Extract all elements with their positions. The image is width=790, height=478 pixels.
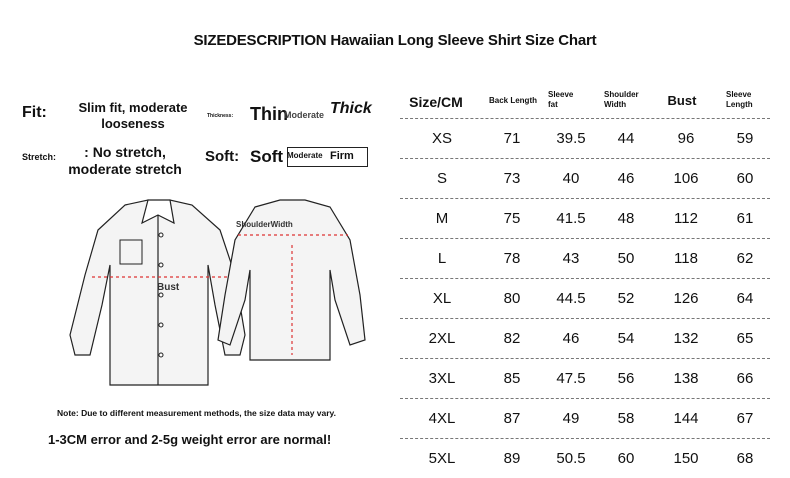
table-cell: 46 (617, 170, 635, 187)
softness-label: Soft: (205, 148, 240, 165)
stretch-label: Stretch: (22, 152, 57, 162)
table-cell: 49 (562, 410, 580, 427)
table-row (400, 438, 770, 478)
table-cell: 126 (673, 290, 699, 307)
shoulder-width-label: ShoulderWidth (236, 220, 293, 229)
header-bust: Bust (667, 93, 697, 108)
table-cell: 65 (736, 330, 754, 347)
table-cell: 106 (673, 170, 699, 187)
table-cell: 40 (562, 170, 580, 187)
header-back-length: Back Length (488, 96, 537, 105)
thickness-thick: Thick (330, 100, 372, 117)
table-row (400, 238, 770, 278)
bust-label: Bust (157, 282, 180, 293)
table-cell: 52 (617, 290, 635, 307)
table-row (400, 318, 770, 358)
table-cell: 78 (503, 250, 521, 267)
table-cell: 46 (562, 330, 580, 347)
shirt-diagram (30, 195, 370, 395)
table-cell: 73 (503, 170, 521, 187)
table-cell: 68 (736, 450, 754, 467)
table-cell: 50.5 (556, 450, 586, 467)
table-row (400, 198, 770, 238)
table-cell: 41.5 (556, 210, 586, 227)
table-cell: 54 (617, 330, 635, 347)
table-header (400, 86, 770, 118)
table-cell: 2XL (428, 330, 456, 347)
table-cell: 112 (674, 210, 698, 227)
thickness-thin: Thin (250, 104, 288, 124)
table-cell: 62 (736, 250, 754, 267)
table-row (400, 158, 770, 198)
table-cell: 87 (503, 410, 521, 427)
table-cell: 82 (503, 330, 521, 347)
table-cell: 80 (503, 290, 521, 307)
table-cell: 48 (617, 210, 635, 227)
table-cell: 85 (503, 370, 521, 387)
table-cell: S (436, 170, 447, 187)
error-note: 1-3CM error and 2-5g weight error are normal! (48, 432, 332, 447)
table-cell: 138 (673, 370, 699, 387)
table-cell: 61 (736, 210, 754, 227)
table-cell: 60 (617, 450, 635, 467)
table-cell: 47.5 (556, 370, 586, 387)
table-cell: 44 (617, 130, 635, 147)
table-cell: 58 (617, 410, 635, 427)
table-cell: XL (432, 290, 452, 307)
fit-value: Slim fit, moderate looseness (78, 100, 188, 131)
table-cell: 96 (677, 130, 695, 147)
header-sleeve-length: Sleeve Length (726, 90, 753, 109)
table-cell: 3XL (428, 370, 456, 387)
table-cell: 4XL (428, 410, 456, 427)
table-cell: 66 (736, 370, 754, 387)
table-cell: 5XL (428, 450, 456, 467)
table-row (400, 118, 770, 158)
table-cell: 44.5 (556, 290, 586, 307)
table-cell: L (437, 250, 447, 267)
header-shoulder-width: Shoulder Width (604, 90, 639, 109)
softness-soft: Soft (250, 147, 284, 166)
table-cell: 64 (736, 290, 754, 307)
header-sleeve-fat: Sleeve fat (548, 90, 574, 109)
thickness-label: Thickness: (207, 113, 234, 119)
softness-moderate: Moderate (287, 151, 323, 160)
softness-firm: Firm (330, 150, 354, 162)
table-cell: 60 (736, 170, 754, 187)
table-cell: 132 (673, 330, 699, 347)
stretch-value: : No stretch, moderate stretch (68, 144, 182, 177)
table-cell: 50 (617, 250, 635, 267)
table-cell: 43 (562, 250, 580, 267)
table-row (400, 358, 770, 398)
chart-title: SIZEDESCRIPTION Hawaiian Long Sleeve Shirt Size Chart (193, 32, 597, 49)
table-cell: 59 (736, 130, 754, 147)
measurement-note: Note: Due to different measurement methods, the size data may vary. (57, 408, 336, 418)
table-cell: 144 (673, 410, 699, 427)
table-cell: M (435, 210, 449, 227)
table-cell: 150 (673, 450, 699, 467)
table-cell: 39.5 (556, 130, 586, 147)
table-cell: 118 (674, 250, 698, 267)
thickness-moderate: Moderate (284, 110, 325, 120)
table-row (400, 278, 770, 318)
table-cell: XS (431, 130, 452, 147)
table-row (400, 398, 770, 438)
header-size: Size/CM (409, 94, 463, 110)
fit-label: Fit: (22, 104, 47, 121)
table-cell: 71 (503, 130, 521, 147)
size-table (400, 86, 770, 478)
table-cell: 67 (736, 410, 754, 427)
table-cell: 89 (503, 450, 521, 467)
table-cell: 75 (503, 210, 521, 227)
table-cell: 56 (617, 370, 635, 387)
